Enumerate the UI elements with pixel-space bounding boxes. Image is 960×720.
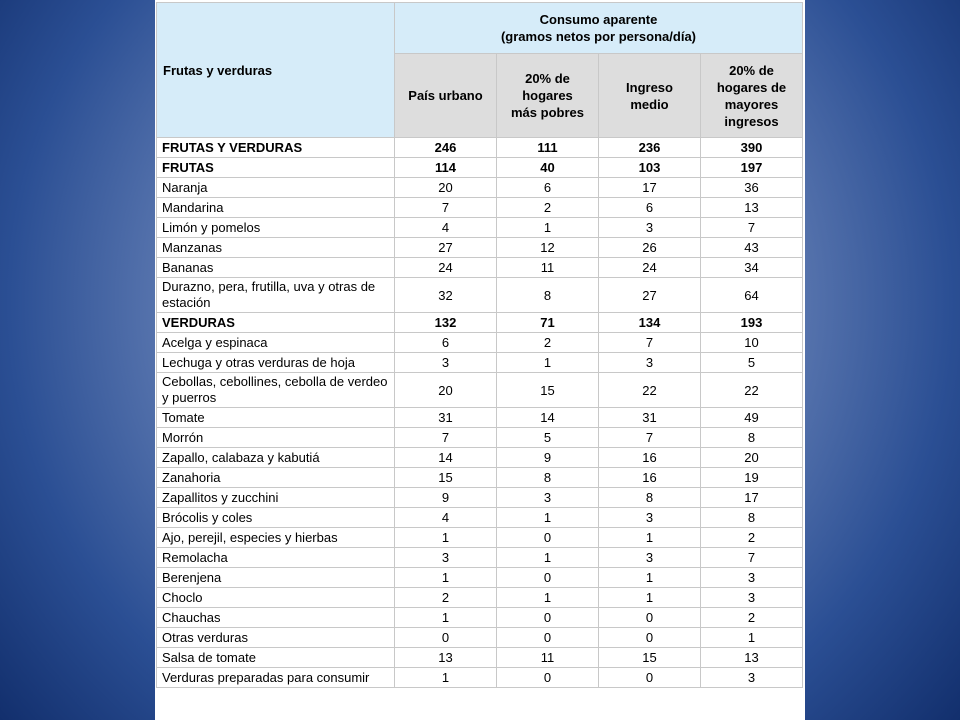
value-cell: 14 [395,448,497,468]
table-row [157,278,803,313]
value-cell: 13 [701,198,803,218]
value-cell: 3 [599,218,701,238]
table-row [157,668,803,688]
value-cell: 193 [701,313,803,333]
value-cell: 7 [599,428,701,448]
value-cell: 111 [497,138,599,158]
value-cell: 31 [599,408,701,428]
value-cell: 132 [395,313,497,333]
table-row [157,238,803,258]
value-cell: 8 [701,508,803,528]
value-cell: 3 [395,548,497,568]
value-cell: 0 [497,608,599,628]
value-cell: 103 [599,158,701,178]
document-sheet [155,0,805,720]
value-cell: 4 [395,508,497,528]
row-label: Brócolis y coles [157,508,395,528]
value-cell: 5 [497,428,599,448]
row-label: Salsa de tomate [157,648,395,668]
value-cell: 3 [599,508,701,528]
value-cell: 0 [599,608,701,628]
table-row [157,568,803,588]
value-cell: 0 [497,568,599,588]
value-cell: 36 [701,178,803,198]
value-cell: 6 [497,178,599,198]
value-cell: 246 [395,138,497,158]
value-cell: 8 [497,468,599,488]
value-cell: 3 [701,568,803,588]
table-header [157,3,803,138]
value-cell: 20 [395,373,497,408]
value-cell: 10 [701,333,803,353]
value-cell: 16 [599,448,701,468]
value-cell: 6 [599,198,701,218]
value-cell: 1 [497,218,599,238]
row-label: Acelga y espinaca [157,333,395,353]
row-label: Mandarina [157,198,395,218]
value-cell: 8 [701,428,803,448]
row-label: Berenjena [157,568,395,588]
value-cell: 7 [599,333,701,353]
value-cell: 1 [599,588,701,608]
row-label: FRUTAS [157,158,395,178]
table-row [157,408,803,428]
value-cell: 13 [395,648,497,668]
value-cell: 3 [599,353,701,373]
value-cell: 17 [701,488,803,508]
row-label: Remolacha [157,548,395,568]
table-row [157,508,803,528]
value-cell: 2 [497,198,599,218]
row-label: Ajo, perejil, especies y hierbas [157,528,395,548]
value-cell: 43 [701,238,803,258]
value-cell: 9 [395,488,497,508]
table-row [157,588,803,608]
row-label: Zapallo, calabaza y kabutiá [157,448,395,468]
value-cell: 114 [395,158,497,178]
row-label: Chauchas [157,608,395,628]
value-cell: 34 [701,258,803,278]
table-row [157,468,803,488]
row-label: Choclo [157,588,395,608]
table-row [157,528,803,548]
table-row [157,258,803,278]
value-cell: 0 [395,628,497,648]
value-cell: 32 [395,278,497,313]
value-cell: 0 [497,528,599,548]
value-cell: 3 [395,353,497,373]
table-row [157,198,803,218]
row-label: VERDURAS [157,313,395,333]
table-row [157,488,803,508]
value-cell: 7 [395,428,497,448]
group-header-line2: (gramos netos por persona/día) [500,29,697,44]
value-cell: 26 [599,238,701,258]
group-header-line1: Consumo aparente [539,12,658,27]
column-header-hogares-pobres: 20% de hogares más pobres [497,54,599,138]
row-label: Otras verduras [157,628,395,648]
value-cell: 31 [395,408,497,428]
value-cell: 7 [701,548,803,568]
value-cell: 1 [395,608,497,628]
value-cell: 3 [701,668,803,688]
value-cell: 197 [701,158,803,178]
value-cell: 9 [497,448,599,468]
table-row [157,373,803,408]
value-cell: 1 [395,568,497,588]
row-label: Naranja [157,178,395,198]
value-cell: 1 [599,568,701,588]
table-row [157,138,803,158]
table-row [157,648,803,668]
value-cell: 15 [599,648,701,668]
value-cell: 8 [497,278,599,313]
value-cell: 8 [599,488,701,508]
value-cell: 17 [599,178,701,198]
table-row [157,353,803,373]
value-cell: 1 [497,588,599,608]
column-header-pais-urbano: País urbano [395,54,497,138]
table-row [157,608,803,628]
value-cell: 19 [701,468,803,488]
row-label: Cebollas, cebollines, cebolla de verdeo y puerros [157,373,395,408]
table-row [157,448,803,468]
column-header-mayores-ingresos: 20% de hogares de mayores ingresos [701,54,803,138]
consumption-table [156,2,803,688]
value-cell: 0 [497,668,599,688]
value-cell: 13 [701,648,803,668]
value-cell: 49 [701,408,803,428]
value-cell: 236 [599,138,701,158]
value-cell: 15 [497,373,599,408]
value-cell: 390 [701,138,803,158]
value-cell: 22 [701,373,803,408]
value-cell: 14 [497,408,599,428]
value-cell: 3 [701,588,803,608]
value-cell: 2 [497,333,599,353]
value-cell: 16 [599,468,701,488]
value-cell: 27 [395,238,497,258]
row-label: Zanahoria [157,468,395,488]
value-cell: 1 [395,668,497,688]
value-cell: 0 [599,628,701,648]
value-cell: 0 [599,668,701,688]
value-cell: 3 [599,548,701,568]
table-row [157,428,803,448]
value-cell: 22 [599,373,701,408]
column-header-ingreso-medio: Ingreso medio [599,54,701,138]
row-label: Lechuga y otras verduras de hoja [157,353,395,373]
value-cell: 3 [497,488,599,508]
row-label: Verduras preparadas para consumir [157,668,395,688]
value-cell: 20 [395,178,497,198]
value-cell: 1 [701,628,803,648]
value-cell: 12 [497,238,599,258]
table-row [157,628,803,648]
row-label: Manzanas [157,238,395,258]
value-cell: 7 [701,218,803,238]
row-header-cell: Frutas y verduras [157,3,395,138]
value-cell: 4 [395,218,497,238]
value-cell: 1 [497,508,599,528]
value-cell: 24 [395,258,497,278]
value-cell: 1 [497,548,599,568]
value-cell: 7 [395,198,497,218]
row-label: Zapallitos y zucchini [157,488,395,508]
value-cell: 5 [701,353,803,373]
value-cell: 71 [497,313,599,333]
value-cell: 1 [395,528,497,548]
table-row [157,218,803,238]
value-cell: 24 [599,258,701,278]
row-label: Bananas [157,258,395,278]
table-row [157,548,803,568]
row-label: Limón y pomelos [157,218,395,238]
value-cell: 6 [395,333,497,353]
row-label: Morrón [157,428,395,448]
value-cell: 11 [497,648,599,668]
value-cell: 40 [497,158,599,178]
row-label: FRUTAS Y VERDURAS [157,138,395,158]
group-header-cell [395,3,803,54]
value-cell: 134 [599,313,701,333]
table-body [157,138,803,688]
value-cell: 11 [497,258,599,278]
table-row [157,313,803,333]
table-row [157,178,803,198]
table-row [157,333,803,353]
value-cell: 64 [701,278,803,313]
row-label: Durazno, pera, frutilla, uva y otras de estación [157,278,395,313]
value-cell: 0 [497,628,599,648]
value-cell: 20 [701,448,803,468]
value-cell: 2 [701,608,803,628]
table-row [157,158,803,178]
value-cell: 15 [395,468,497,488]
row-label: Tomate [157,408,395,428]
value-cell: 27 [599,278,701,313]
value-cell: 1 [497,353,599,373]
value-cell: 2 [701,528,803,548]
value-cell: 1 [599,528,701,548]
value-cell: 2 [395,588,497,608]
